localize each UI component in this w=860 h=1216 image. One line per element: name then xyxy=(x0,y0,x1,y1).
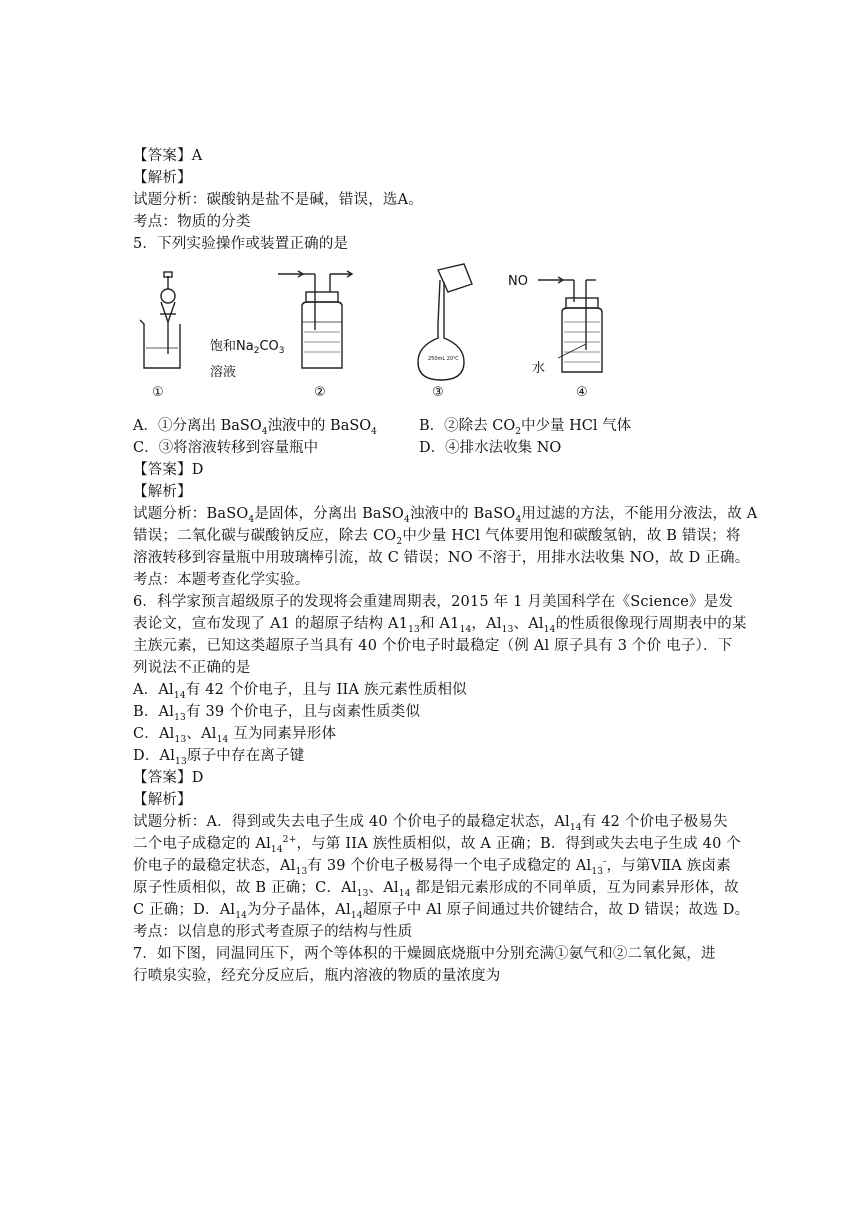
q6-option-a: A．$Al_{14}$有 42 个价电子，且与 IIA 族元素性质相似 xyxy=(133,682,467,701)
q6-option-d: D．$Al_{13}$原子中存在离子键 xyxy=(133,748,305,767)
q7-stem-line2: 行喷泉实验，经充分反应后，瓶内溶液的物质的量浓度为 xyxy=(133,968,501,984)
q5-option-b: B．②除去 $CO_2$中少量 HCl 气体 xyxy=(419,418,632,437)
q4-analysis-head: 【解析】 xyxy=(133,170,192,186)
q6-answer: 【答案】D xyxy=(133,770,204,786)
q7-stem-line1: 7．如下图，同温同压下，两个等体积的干燥圆底烧瓶中分别充满①氨气和②二氧化氮，进 xyxy=(133,946,716,962)
q6-stem-line3: 主族元素，已知这类超原子当具有 40 个价电子时最稳定（例 Al 原子具有 3 个价 电子）．下 xyxy=(133,638,733,654)
q4-analysis: 试题分析：碳酸钠是盐不是碱，错误，选A。 xyxy=(133,192,423,208)
apparatus-drawing xyxy=(138,262,658,402)
q5-apparatus-figure xyxy=(138,262,658,402)
q5-stem: 5．下列实验操作或装置正确的是 xyxy=(133,236,349,252)
q5-analysis-line2: 错误；二氧化碳与碳酸钠反应，除去 $CO_2$中少量 HCl 气体要用饱和碳酸氢钠，故 B 错误；将 xyxy=(133,528,741,547)
q5-point: 考点：本题考查化学实验。 xyxy=(133,572,310,588)
q6-analysis-head: 【解析】 xyxy=(133,792,192,808)
fig-num-2: ② xyxy=(314,385,326,400)
q4-answer: 【答案】A xyxy=(133,148,203,164)
wash-bottle-icon xyxy=(278,271,352,368)
q6-stem-line4: 列说法不正确的是 xyxy=(133,660,251,676)
fig-num-1: ① xyxy=(152,385,164,400)
q6-stem-line1: 6．科学家预言超级原子的发现将会重建周期表，2015 年 1 月美国科学在《Science》是发 xyxy=(133,594,734,610)
q4-point: 考点：物质的分类 xyxy=(133,214,251,230)
q6-analysis-line1: 试题分析：A．得到或失去电子生成 40 个价电子的最稳定状态，$Al_{14}$有 42 个价电子极易失 xyxy=(133,814,728,833)
q5-answer: 【答案】D xyxy=(133,462,204,478)
fig-label-water: 水 xyxy=(532,361,546,376)
fig-label-flask: 250mL 20℃ xyxy=(428,356,459,362)
q6-stem-line2: 表论文，宣布发现了 A1 的超原子结构 $A1_{13}$和 $A1_{14}$，$Al_{13}$、$Al_{14}$的性质很像现行周期表中的某 xyxy=(133,616,747,635)
q5-option-d: D．④排水法收集 NO xyxy=(419,440,562,456)
q6-point: 考点：以信息的形式考查原子的结构与性质 xyxy=(133,924,413,940)
q6-analysis-line4: 原子性质相似，故 B 正确；C．$Al_{13}$、$Al_{14}$ 都是铝元素形成的不同单质，互为同素异形体，故 xyxy=(133,880,739,899)
fig-label-solution-2: 溶液 xyxy=(210,365,237,380)
q5-option-c: C．③将溶液转移到容量瓶中 xyxy=(133,440,319,456)
q6-analysis-line5: C 正确；D．$Al_{14}$为分子晶体，$Al_{14}$超原子中 Al 原子间通过共价键结合，故 D 错误；故选 D。 xyxy=(133,902,750,921)
fig-label-solution: 饱和$Na_2CO_3$ xyxy=(210,339,285,356)
fig-num-3: ③ xyxy=(432,385,444,400)
fig-label-no: NO xyxy=(508,274,528,289)
q5-analysis-line1: 试题分析：BaSO$_4$是固体，分离出 BaSO$_4$浊液中的 BaSO$_4$用过滤的方法，不能用分液法，故 A xyxy=(133,506,758,525)
q5-option-a: A．①分离出 BaSO$_4$浊液中的 BaSO$_4$ xyxy=(133,418,377,437)
gas-collection-bottle-icon xyxy=(538,277,602,372)
q6-option-b: B．$Al_{13}$有 39 个价电子，且与卤素性质类似 xyxy=(133,704,421,723)
separatory-funnel-icon xyxy=(140,272,180,368)
q6-analysis-line3: 价电子的最稳定状态，$Al_{13}$有 39 个价电子极易得一个电子成稳定的 $Al_{13}^-$，与第ⅤⅡA 族卤素 xyxy=(133,857,731,877)
volumetric-flask-icon xyxy=(418,264,472,380)
q5-analysis-head: 【解析】 xyxy=(133,484,192,500)
q6-analysis-line2: 二个电子成稳定的 $Al_{14}^{2+}$，与第 IIA 族性质相似，故 A 正确；B．得到或失去电子生成 40 个 xyxy=(133,835,742,855)
q6-option-c: C．$Al_{13}$、$Al_{14}$ 互为同素异形体 xyxy=(133,726,337,745)
q5-analysis-line3: 溶液转移到容量瓶中用玻璃棒引流，故 C 错误；NO 不溶于，用排水法收集 NO，故 D 正确。 xyxy=(133,550,750,566)
fig-num-4: ④ xyxy=(576,385,588,400)
